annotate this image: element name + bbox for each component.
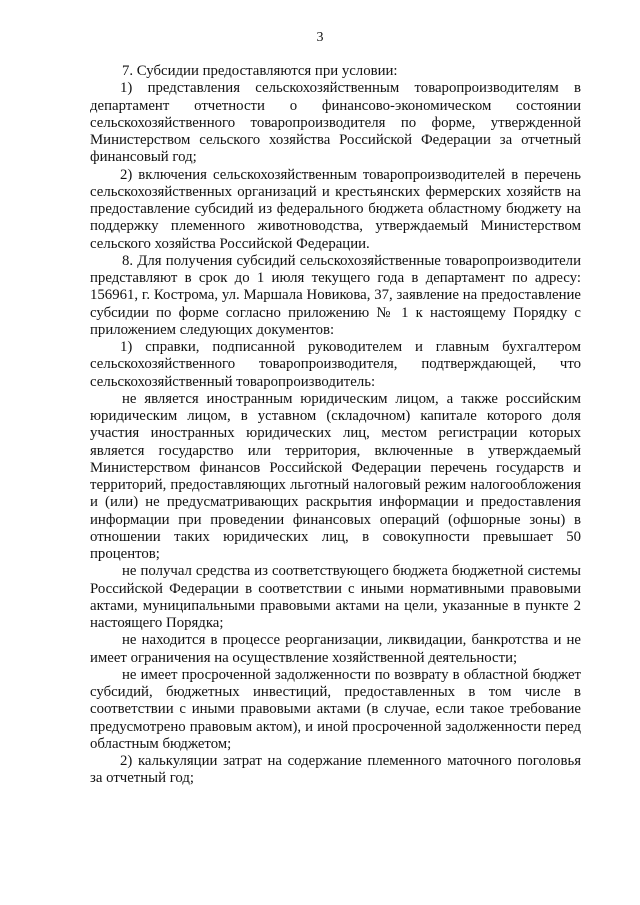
paragraph-8-item-1: 1) справки, подписанной руководителем и главным бухгалтером сельскохозяйственного товаропроизводителя, подтверждающей, что сельскохозяйственный товаропроизводитель: (90, 339, 581, 390)
document-body (90, 63, 581, 788)
paragraph-7-intro: 7. Субсидии предоставляются при условии: (122, 63, 398, 79)
paragraph-7-item-2: 2) включения сельскохозяйственным товаропроизводителей в перечень сельскохозяйственных организаций и крестьянских фермерских хозяйств на предоставление субсидий из федерального бюджета областному бюджету на поддержку племенного животноводства, утверждаемый Министерством сельского хозяйства Российской Федерации. (90, 166, 581, 252)
paragraph-8-condition-no-debt: не имеет просроченной задолженности по возврату в областной бюджет субсидий, бюджетных инвестиций, предоставленных в том числе в соответствии с иными правовыми актами (в случае, если такое требование предусмотрено правовым актом), и иной просроченной задолженности перед областным бюджетом; (90, 666, 581, 752)
paragraph-8-condition-foreign: не является иностранным юридическим лицом, а также российским юридическим лицом, в уставном (складочном) капитале которого доля участия иностранных юридических лиц, местом регистрации которых является государство или территория, включенные в утверждаемый Министерством финансов Российской Федерации перечень государств и территорий, предоставляющих льготный налоговый режим налогообложения и (или) не предусматривающих раскрытия информации и предоставления информации при проведении финансовых операций (офшорные зоны) в отношении таких юридических лиц, в совокупности превышает 50 процентов; (90, 390, 581, 562)
paragraph-7-item-1: 1) представления сельскохозяйственным товаропроизводителям в департамент отчетности о финансово-экономическом состоянии сельскохозяйственного товаропроизводителя по форме, утвержденной Министерством сельского хозяйства Российской Федерации за отчетный финансовый год; (90, 80, 581, 166)
page-number: 3 (316, 30, 324, 45)
paragraph-8-condition-no-reorganization: не находится в процессе реорганизации, ликвидации, банкротства и не имеет ограничения на осуществление хозяйственной деятельности; (90, 632, 581, 666)
paragraph-8-item-2: 2) калькуляции затрат на содержание племенного маточного поголовья за отчетный год; (90, 753, 581, 787)
paragraph-8-condition-no-funds: не получал средства из соответствующего бюджета бюджетной системы Российской Федерации в соответствии с иными нормативными правовыми актами, муниципальными правовыми актами на цели, указанные в пункте 2 настоящего Порядка; (90, 563, 581, 631)
paragraph-8-intro: 8. Для получения субсидий сельскохозяйственные товаропроизводители представляют в срок до 1 июля текущего года в департамент по адресу: 156961, г. Кострома, ул. Маршала Новикова, 37, заявление на предоставление субсидии по форме согласно приложению № 1 к настоящему Порядку с приложением следующих документов: (90, 252, 581, 338)
